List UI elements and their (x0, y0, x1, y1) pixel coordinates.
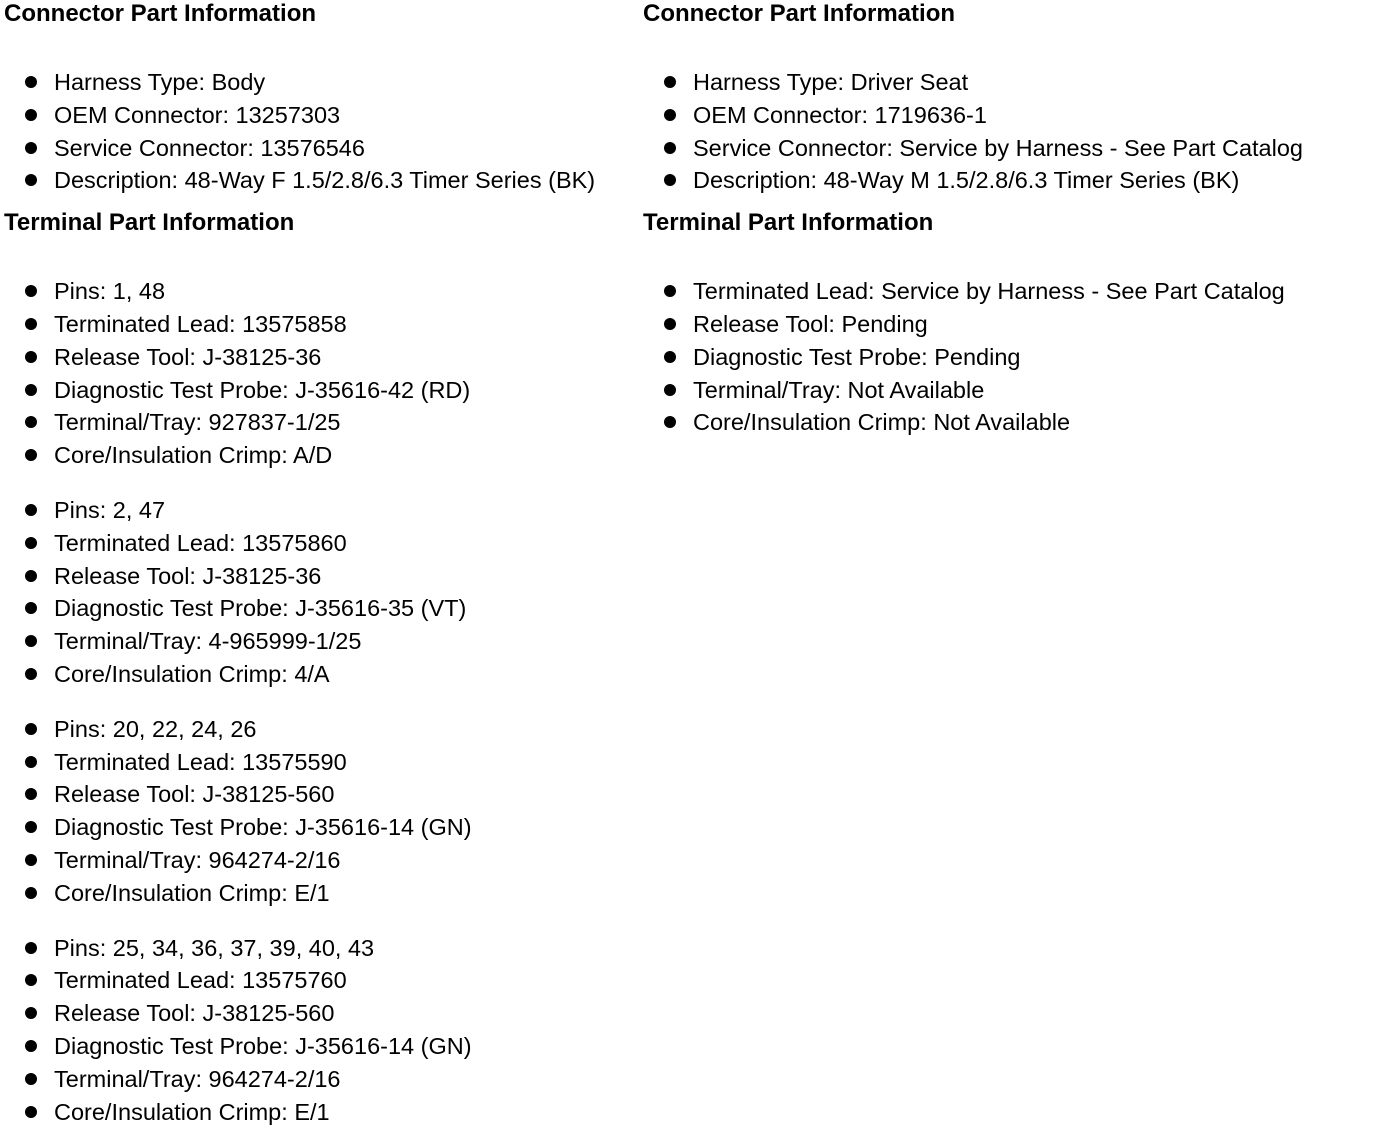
bullet-icon (25, 570, 37, 582)
list-item: Terminated Lead: 13575760 (4, 964, 634, 997)
bullet-icon (25, 1040, 37, 1052)
bullet-icon (25, 1106, 37, 1118)
list-item: Terminal/Tray: 964274-2/16 (4, 1063, 634, 1096)
bullet-icon (664, 318, 676, 330)
list-item: Pins: 20, 22, 24, 26 (4, 713, 634, 746)
list-item: Service Connector: Service by Harness - See Part Catalog (643, 132, 1373, 165)
terminal-group-3 (4, 713, 634, 910)
list-item: Pins: 25, 34, 36, 37, 39, 40, 43 (4, 932, 634, 965)
bullet-icon (25, 384, 37, 396)
list-item: Service Connector: 13576546 (4, 132, 634, 165)
bullet-icon (25, 174, 37, 186)
list-item: Core/Insulation Crimp: Not Available (643, 406, 1373, 439)
list-item: Core/Insulation Crimp: A/D (4, 439, 634, 472)
list-item: Harness Type: Driver Seat (643, 66, 1373, 99)
list-item: Terminal/Tray: 964274-2/16 (4, 844, 634, 877)
right-connector-heading: Connector Part Information (643, 0, 956, 27)
bullet-icon (25, 887, 37, 899)
list-item: Terminated Lead: 13575860 (4, 527, 634, 560)
bullet-icon (664, 76, 676, 88)
bullet-icon (25, 756, 37, 768)
left-connector-list (4, 66, 634, 197)
bullet-icon (664, 416, 676, 428)
list-item: Diagnostic Test Probe: Pending (643, 341, 1373, 374)
list-item: Release Tool: J-38125-36 (4, 560, 634, 593)
bullet-icon (25, 1007, 37, 1019)
bullet-icon (25, 318, 37, 330)
list-item: Release Tool: J-38125-36 (4, 341, 634, 374)
list-item: Terminated Lead: 13575858 (4, 308, 634, 341)
list-item: Release Tool: J-38125-560 (4, 997, 634, 1030)
list-item: Core/Insulation Crimp: 4/A (4, 658, 634, 691)
terminal-group-4 (4, 932, 634, 1128)
list-item: Harness Type: Body (4, 66, 634, 99)
bullet-icon (664, 109, 676, 121)
terminal-group-1 (4, 275, 634, 472)
list-item: Terminal/Tray: 927837-1/25 (4, 406, 634, 439)
bullet-icon (25, 974, 37, 986)
bullet-icon (664, 384, 676, 396)
list-item: Diagnostic Test Probe: J-35616-14 (GN) (4, 811, 634, 844)
bullet-icon (25, 142, 37, 154)
list-item: Pins: 2, 47 (4, 494, 634, 527)
bullet-icon (25, 504, 37, 516)
list-item: Release Tool: J-38125-560 (4, 778, 634, 811)
bullet-icon (25, 942, 37, 954)
list-item: Diagnostic Test Probe: J-35616-42 (RD) (4, 374, 634, 407)
list-item: Terminated Lead: 13575590 (4, 746, 634, 779)
bullet-icon (25, 449, 37, 461)
bullet-icon (25, 821, 37, 833)
bullet-icon (25, 668, 37, 680)
bullet-icon (25, 635, 37, 647)
list-item: Description: 48-Way F 1.5/2.8/6.3 Timer Series (BK) (4, 164, 634, 197)
bullet-icon (664, 285, 676, 297)
terminal-group-2 (4, 494, 634, 691)
list-item: OEM Connector: 1719636-1 (643, 99, 1373, 132)
list-item: Description: 48-Way M 1.5/2.8/6.3 Timer Series (BK) (643, 164, 1373, 197)
list-item: Core/Insulation Crimp: E/1 (4, 1096, 634, 1128)
list-item: Core/Insulation Crimp: E/1 (4, 877, 634, 910)
right-connector-list (643, 66, 1373, 197)
right-column (643, 0, 1373, 439)
list-item: Diagnostic Test Probe: J-35616-14 (GN) (4, 1030, 634, 1063)
bullet-icon (25, 537, 37, 549)
bullet-icon (25, 854, 37, 866)
bullet-icon (25, 416, 37, 428)
list-item: Terminal/Tray: Not Available (643, 374, 1373, 407)
list-item: Terminal/Tray: 4-965999-1/25 (4, 625, 634, 658)
bullet-icon (25, 723, 37, 735)
left-column (4, 0, 634, 1128)
bullet-icon (25, 602, 37, 614)
list-item: Diagnostic Test Probe: J-35616-35 (VT) (4, 592, 634, 625)
bullet-icon (25, 285, 37, 297)
bullet-icon (664, 351, 676, 363)
bullet-icon (25, 76, 37, 88)
bullet-icon (25, 351, 37, 363)
left-connector-heading: Connector Part Information (4, 0, 317, 27)
list-item: OEM Connector: 13257303 (4, 99, 634, 132)
right-terminal-heading: Terminal Part Information (643, 209, 934, 237)
list-item: Terminated Lead: Service by Harness - See Part Catalog (643, 275, 1373, 308)
list-item: Release Tool: Pending (643, 308, 1373, 341)
bullet-icon (664, 142, 676, 154)
bullet-icon (25, 109, 37, 121)
bullet-icon (25, 1073, 37, 1085)
right-terminal-list (643, 275, 1373, 439)
bullet-icon (664, 174, 676, 186)
bullet-icon (25, 788, 37, 800)
list-item: Pins: 1, 48 (4, 275, 634, 308)
left-terminal-heading: Terminal Part Information (4, 209, 295, 237)
